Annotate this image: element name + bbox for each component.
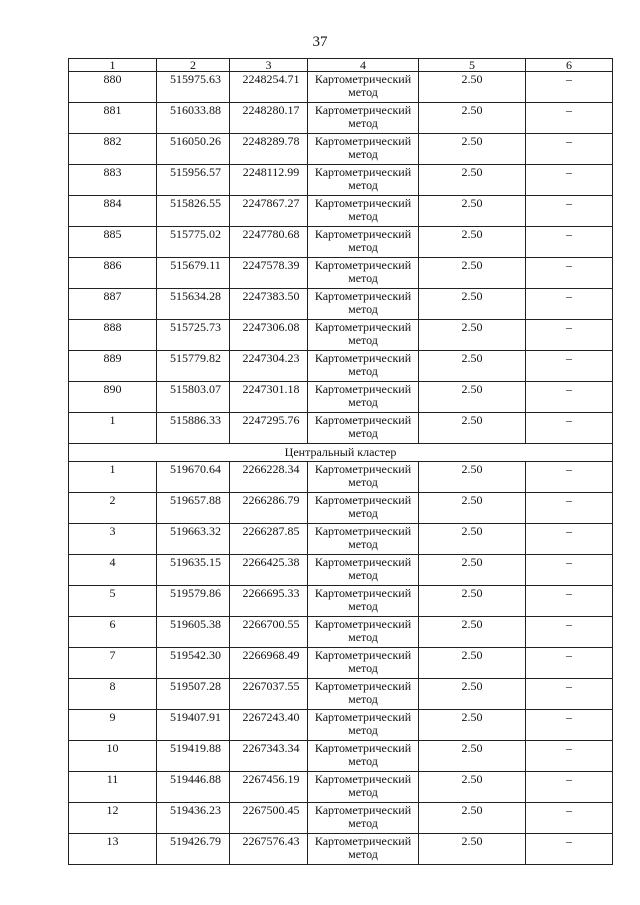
precision-cell: 2.50 — [419, 772, 526, 803]
precision-cell: 2.50 — [419, 586, 526, 617]
x-coordinate-cell: 519663.32 — [157, 524, 230, 555]
precision-cell: 2.50 — [419, 648, 526, 679]
x-coordinate-cell: 515634.28 — [157, 289, 230, 320]
table-row — [69, 772, 613, 803]
precision-cell: 2.50 — [419, 555, 526, 586]
precision-cell: 2.50 — [419, 165, 526, 196]
precision-cell: 2.50 — [419, 710, 526, 741]
y-coordinate-cell: 2248254.71 — [230, 72, 308, 103]
point-number-cell: 8 — [69, 679, 157, 710]
y-coordinate-cell: 2266700.55 — [230, 617, 308, 648]
x-coordinate-cell: 515975.63 — [157, 72, 230, 103]
precision-cell: 2.50 — [419, 834, 526, 865]
method-cell: Картометрический метод — [308, 72, 419, 103]
point-number-cell: 13 — [69, 834, 157, 865]
note-cell: – — [526, 617, 613, 648]
precision-cell: 2.50 — [419, 320, 526, 351]
header-row — [69, 59, 613, 72]
note-cell: – — [526, 741, 613, 772]
point-number-cell: 881 — [69, 103, 157, 134]
table-row — [69, 196, 613, 227]
method-cell: Картометрический метод — [308, 772, 419, 803]
precision-cell: 2.50 — [419, 289, 526, 320]
point-number-cell: 888 — [69, 320, 157, 351]
table-row — [69, 103, 613, 134]
x-coordinate-cell: 515803.07 — [157, 382, 230, 413]
note-cell: – — [526, 320, 613, 351]
point-number-cell: 9 — [69, 710, 157, 741]
coordinates-table — [68, 58, 613, 865]
section-title: Центральный кластер — [69, 444, 613, 462]
method-cell: Картометрический метод — [308, 648, 419, 679]
x-coordinate-cell: 519407.91 — [157, 710, 230, 741]
y-coordinate-cell: 2267037.55 — [230, 679, 308, 710]
x-coordinate-cell: 519446.88 — [157, 772, 230, 803]
table-row — [69, 648, 613, 679]
method-cell: Картометрический метод — [308, 524, 419, 555]
precision-cell: 2.50 — [419, 382, 526, 413]
x-coordinate-cell: 515725.73 — [157, 320, 230, 351]
point-number-cell: 890 — [69, 382, 157, 413]
precision-cell: 2.50 — [419, 493, 526, 524]
table-row — [69, 413, 613, 444]
method-cell: Картометрический метод — [308, 382, 419, 413]
y-coordinate-cell: 2267343.34 — [230, 741, 308, 772]
column-header: 5 — [419, 59, 526, 72]
x-coordinate-cell: 519419.88 — [157, 741, 230, 772]
table-row — [69, 72, 613, 103]
method-cell: Картометрический метод — [308, 710, 419, 741]
precision-cell: 2.50 — [419, 134, 526, 165]
table-row — [69, 258, 613, 289]
method-cell: Картометрический метод — [308, 679, 419, 710]
y-coordinate-cell: 2247780.68 — [230, 227, 308, 258]
table-row — [69, 165, 613, 196]
point-number-cell: 7 — [69, 648, 157, 679]
note-cell: – — [526, 258, 613, 289]
point-number-cell: 1 — [69, 462, 157, 493]
point-number-cell: 5 — [69, 586, 157, 617]
point-number-cell: 2 — [69, 493, 157, 524]
point-number-cell: 889 — [69, 351, 157, 382]
y-coordinate-cell: 2267456.19 — [230, 772, 308, 803]
y-coordinate-cell: 2247578.39 — [230, 258, 308, 289]
point-number-cell: 885 — [69, 227, 157, 258]
x-coordinate-cell: 515956.57 — [157, 165, 230, 196]
point-number-cell: 882 — [69, 134, 157, 165]
note-cell: – — [526, 803, 613, 834]
table-row — [69, 462, 613, 493]
point-number-cell: 880 — [69, 72, 157, 103]
y-coordinate-cell: 2267243.40 — [230, 710, 308, 741]
method-cell: Картометрический метод — [308, 493, 419, 524]
method-cell: Картометрический метод — [308, 803, 419, 834]
precision-cell: 2.50 — [419, 741, 526, 772]
note-cell: – — [526, 227, 613, 258]
note-cell: – — [526, 710, 613, 741]
method-cell: Картометрический метод — [308, 196, 419, 227]
x-coordinate-cell: 519657.88 — [157, 493, 230, 524]
note-cell: – — [526, 493, 613, 524]
column-header: 2 — [157, 59, 230, 72]
method-cell: Картометрический метод — [308, 103, 419, 134]
x-coordinate-cell: 515679.11 — [157, 258, 230, 289]
table-row — [69, 493, 613, 524]
precision-cell: 2.50 — [419, 803, 526, 834]
precision-cell: 2.50 — [419, 227, 526, 258]
note-cell: – — [526, 679, 613, 710]
y-coordinate-cell: 2247295.76 — [230, 413, 308, 444]
note-cell: – — [526, 134, 613, 165]
note-cell: – — [526, 772, 613, 803]
table-row — [69, 617, 613, 648]
x-coordinate-cell: 519635.15 — [157, 555, 230, 586]
point-number-cell: 887 — [69, 289, 157, 320]
precision-cell: 2.50 — [419, 258, 526, 289]
y-coordinate-cell: 2248289.78 — [230, 134, 308, 165]
table-row — [69, 524, 613, 555]
note-cell: – — [526, 72, 613, 103]
note-cell: – — [526, 462, 613, 493]
x-coordinate-cell: 515779.82 — [157, 351, 230, 382]
method-cell: Картометрический метод — [308, 351, 419, 382]
table-row — [69, 679, 613, 710]
y-coordinate-cell: 2247301.18 — [230, 382, 308, 413]
point-number-cell: 1 — [69, 413, 157, 444]
table-row — [69, 320, 613, 351]
method-cell: Картометрический метод — [308, 413, 419, 444]
y-coordinate-cell: 2267576.43 — [230, 834, 308, 865]
y-coordinate-cell: 2247867.27 — [230, 196, 308, 227]
point-number-cell: 6 — [69, 617, 157, 648]
y-coordinate-cell: 2266425.38 — [230, 555, 308, 586]
method-cell: Картометрический метод — [308, 165, 419, 196]
y-coordinate-cell: 2266228.34 — [230, 462, 308, 493]
table-row — [69, 289, 613, 320]
point-number-cell: 12 — [69, 803, 157, 834]
x-coordinate-cell: 515826.55 — [157, 196, 230, 227]
column-header: 4 — [308, 59, 419, 72]
precision-cell: 2.50 — [419, 103, 526, 134]
x-coordinate-cell: 516050.26 — [157, 134, 230, 165]
y-coordinate-cell: 2247304.23 — [230, 351, 308, 382]
table-row — [69, 382, 613, 413]
table-row — [69, 555, 613, 586]
note-cell: – — [526, 555, 613, 586]
note-cell: – — [526, 289, 613, 320]
note-cell: – — [526, 834, 613, 865]
table-row — [69, 834, 613, 865]
table-row — [69, 803, 613, 834]
method-cell: Картометрический метод — [308, 320, 419, 351]
note-cell: – — [526, 196, 613, 227]
precision-cell: 2.50 — [419, 413, 526, 444]
precision-cell: 2.50 — [419, 462, 526, 493]
y-coordinate-cell: 2266695.33 — [230, 586, 308, 617]
point-number-cell: 883 — [69, 165, 157, 196]
method-cell: Картометрический метод — [308, 258, 419, 289]
page-number: 37 — [312, 34, 328, 50]
x-coordinate-cell: 519426.79 — [157, 834, 230, 865]
column-header: 6 — [526, 59, 613, 72]
method-cell: Картометрический метод — [308, 617, 419, 648]
x-coordinate-cell: 515886.33 — [157, 413, 230, 444]
precision-cell: 2.50 — [419, 72, 526, 103]
method-cell: Картометрический метод — [308, 462, 419, 493]
note-cell: – — [526, 648, 613, 679]
method-cell: Картометрический метод — [308, 227, 419, 258]
precision-cell: 2.50 — [419, 679, 526, 710]
point-number-cell: 886 — [69, 258, 157, 289]
note-cell: – — [526, 586, 613, 617]
method-cell: Картометрический метод — [308, 555, 419, 586]
precision-cell: 2.50 — [419, 617, 526, 648]
method-cell: Картометрический метод — [308, 834, 419, 865]
column-header: 3 — [230, 59, 308, 72]
x-coordinate-cell: 519579.86 — [157, 586, 230, 617]
note-cell: – — [526, 524, 613, 555]
point-number-cell: 3 — [69, 524, 157, 555]
method-cell: Картометрический метод — [308, 289, 419, 320]
table-row — [69, 351, 613, 382]
point-number-cell: 4 — [69, 555, 157, 586]
x-coordinate-cell: 515775.02 — [157, 227, 230, 258]
x-coordinate-cell: 519507.28 — [157, 679, 230, 710]
x-coordinate-cell: 519670.64 — [157, 462, 230, 493]
note-cell: – — [526, 413, 613, 444]
precision-cell: 2.50 — [419, 196, 526, 227]
y-coordinate-cell: 2266968.49 — [230, 648, 308, 679]
y-coordinate-cell: 2266287.85 — [230, 524, 308, 555]
table-row — [69, 134, 613, 165]
note-cell: – — [526, 382, 613, 413]
precision-cell: 2.50 — [419, 524, 526, 555]
precision-cell: 2.50 — [419, 351, 526, 382]
note-cell: – — [526, 103, 613, 134]
y-coordinate-cell: 2266286.79 — [230, 493, 308, 524]
y-coordinate-cell: 2248280.17 — [230, 103, 308, 134]
y-coordinate-cell: 2248112.99 — [230, 165, 308, 196]
table-row — [69, 227, 613, 258]
table-row — [69, 741, 613, 772]
section-row — [69, 444, 613, 462]
point-number-cell: 884 — [69, 196, 157, 227]
x-coordinate-cell: 519542.30 — [157, 648, 230, 679]
x-coordinate-cell: 519605.38 — [157, 617, 230, 648]
point-number-cell: 10 — [69, 741, 157, 772]
column-header: 1 — [69, 59, 157, 72]
method-cell: Картометрический метод — [308, 586, 419, 617]
table-row — [69, 710, 613, 741]
y-coordinate-cell: 2267500.45 — [230, 803, 308, 834]
table-row — [69, 586, 613, 617]
y-coordinate-cell: 2247306.08 — [230, 320, 308, 351]
y-coordinate-cell: 2247383.50 — [230, 289, 308, 320]
method-cell: Картометрический метод — [308, 134, 419, 165]
point-number-cell: 11 — [69, 772, 157, 803]
note-cell: – — [526, 165, 613, 196]
note-cell: – — [526, 351, 613, 382]
x-coordinate-cell: 519436.23 — [157, 803, 230, 834]
x-coordinate-cell: 516033.88 — [157, 103, 230, 134]
method-cell: Картометрический метод — [308, 741, 419, 772]
